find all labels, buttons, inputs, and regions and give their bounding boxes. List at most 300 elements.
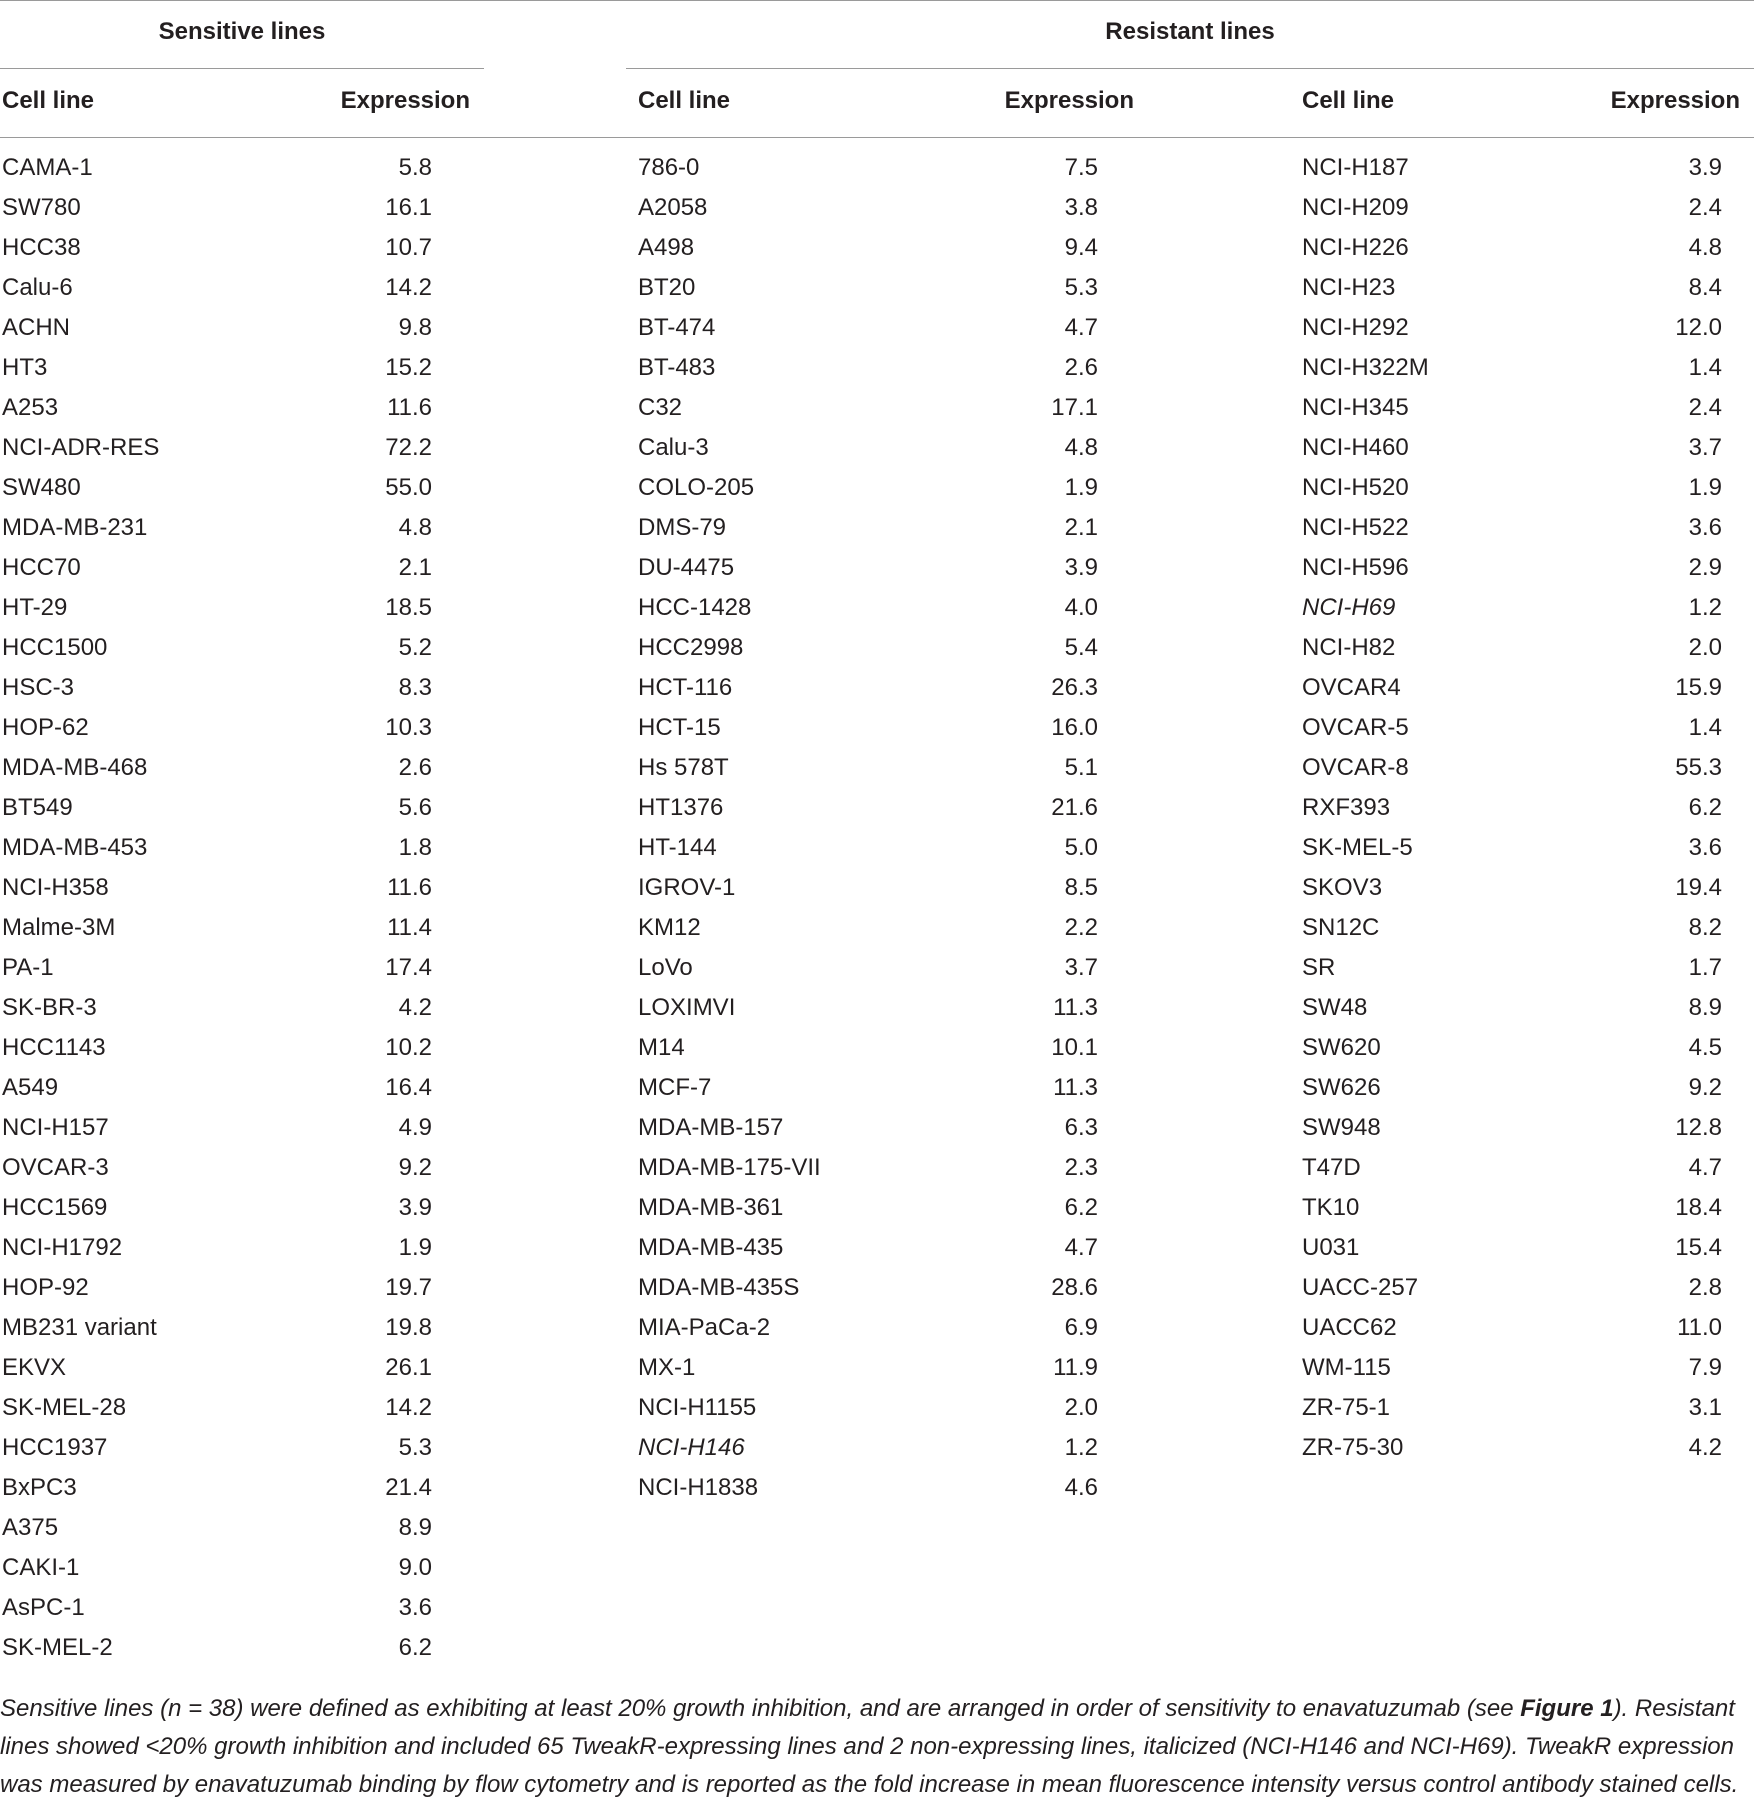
cell-line-name: UACC62 [1302,1314,1397,1341]
cell-line-name: NCI-H345 [1302,394,1409,421]
cell-line-name: LoVo [638,954,693,981]
expression-value: 12.0 [1675,314,1722,341]
cell-line-name: MDA-MB-435 [638,1234,784,1261]
table-row [1302,868,1722,908]
expression-value: 2.9 [1688,554,1722,581]
table-footnote [0,1690,1754,1804]
table-row [2,188,432,228]
cell-line-name: NCI-H1155 [638,1394,757,1421]
cell-line-name: KM12 [638,914,701,941]
table-row [638,1188,1098,1228]
expression-value: 11.4 [387,914,432,941]
cell-line-name: NCI-H226 [1302,234,1409,261]
cell-line-name: MCF-7 [638,1074,712,1101]
expression-value: 10.1 [1051,1034,1098,1061]
table-row [2,708,432,748]
footnote-line-1-part-a: Sensitive lines (n = 38) were defined as exhibiting at least 20% growth inhibition, and are arranged in order of sensitivity to enavatuzumab (see [0,1695,1521,1722]
table-row [638,228,1098,268]
table-row [2,468,432,508]
cell-line-name: HCC2998 [638,634,744,661]
footnote-line-1 [0,1690,1754,1728]
table-row [638,908,1098,948]
table-row [638,428,1098,468]
table-row [2,428,432,468]
cell-line-name: A2058 [638,194,708,221]
table-row [1302,1388,1722,1428]
cell-line-name: LOXIMVI [638,994,736,1021]
table-row [2,308,432,348]
cell-line-name: BT20 [638,274,696,301]
expression-value: 2.0 [1688,634,1722,661]
expression-value: 55.3 [1675,754,1722,781]
cell-line-name: DMS-79 [638,514,727,541]
cell-line-name: SK-MEL-5 [1302,834,1413,861]
cell-line-name: UACC-257 [1302,1274,1419,1301]
cell-line-name: TK10 [1302,1194,1360,1221]
cell-line-name: SK-BR-3 [2,994,97,1021]
expression-value: 4.0 [1064,594,1098,621]
cell-line-name: NCI-H1838 [638,1474,759,1501]
table-row [2,668,432,708]
expression-value: 4.7 [1688,1154,1722,1181]
table-row [2,1388,432,1428]
expression-value: 5.8 [398,154,432,181]
cell-line-name: OVCAR-5 [1302,714,1409,741]
expression-value: 2.1 [1064,514,1098,541]
table-row [638,1028,1098,1068]
cell-line-name: C32 [638,394,683,421]
cell-line-name: AsPC-1 [2,1594,85,1621]
cell-line-name: NCI-H460 [1302,434,1409,461]
table-row [2,788,432,828]
expression-value: 4.2 [1688,1434,1722,1461]
expression-value: 5.6 [398,794,432,821]
table-row [2,1108,432,1148]
expression-value: 15.2 [385,354,432,381]
cell-line-name: MDA-MB-157 [638,1114,784,1141]
cell-line-name: NCI-H157 [2,1114,109,1141]
table-row [2,988,432,1028]
table-row [2,1468,432,1508]
cell-line-name: SK-MEL-2 [2,1634,113,1661]
cell-line-name: MDA-MB-468 [2,754,148,781]
table-row [2,1268,432,1308]
cell-line-name: MDA-MB-453 [2,834,148,861]
cell-line-name: SW480 [2,474,81,501]
cell-line-name: Malme-3M [2,914,116,941]
expression-value: 3.9 [398,1194,432,1221]
expression-value: 26.3 [1051,674,1098,701]
header-rule [0,137,1754,138]
cell-line-name: MDA-MB-231 [2,514,148,541]
expression-value: 8.9 [1688,994,1722,1021]
cell-line-name: MB231 variant [2,1314,157,1341]
sensitive-group-title: Sensitive lines [158,18,326,45]
cell-line-name: U031 [1302,1234,1360,1261]
cell-line-name: SW948 [1302,1114,1381,1141]
table-row [638,868,1098,908]
expression-value: 8.3 [398,674,432,701]
expression-value: 5.4 [1064,634,1098,661]
expression-value: 10.7 [385,234,432,261]
expression-value: 3.9 [1064,554,1098,581]
table-row [2,828,432,868]
resistant-b-expression-header: Expression [1610,87,1740,114]
table-row [1302,548,1722,588]
cell-line-name: BT-474 [638,314,716,341]
cell-line-name: HCC70 [2,554,81,581]
table-row [2,908,432,948]
cell-line-name: NCI-H209 [1302,194,1409,221]
expression-value: 8.5 [1064,874,1098,901]
table-row [2,228,432,268]
expression-value: 1.8 [398,834,432,861]
cell-line-name: NCI-H23 [1302,274,1396,301]
cell-line-name: HSC-3 [2,674,75,701]
table-row [1302,708,1722,748]
table-row [638,508,1098,548]
expression-value: 1.7 [1688,954,1722,981]
table-row [2,1188,432,1228]
table-row [1302,948,1722,988]
cell-line-name: OVCAR4 [1302,674,1401,701]
cell-line-name: IGROV-1 [638,874,736,901]
expression-value: 17.4 [385,954,432,981]
table-row [2,1588,432,1628]
expression-value: 7.9 [1688,1354,1722,1381]
resistant-group-rule [626,68,1754,69]
expression-value: 11.0 [1677,1314,1722,1341]
cell-line-name: Hs 578T [638,754,729,781]
table-row [2,388,432,428]
table-row [1302,788,1722,828]
expression-value: 3.7 [1064,954,1098,981]
expression-value: 5.0 [1064,834,1098,861]
resistant-a-expression-header: Expression [1004,87,1134,114]
cell-line-name: HCC1500 [2,634,108,661]
table-row [638,708,1098,748]
table-row [1302,1308,1722,1348]
table-row [638,788,1098,828]
table-row [638,1428,1098,1468]
expression-value: 3.9 [1688,154,1722,181]
table-row [2,1508,432,1548]
resistant-a-cell-line-header: Cell line [638,87,731,114]
expression-value: 16.1 [385,194,432,221]
expression-value: 55.0 [385,474,432,501]
expression-value: 14.2 [385,274,432,301]
expression-value: 4.9 [398,1114,432,1141]
expression-value: 1.4 [1688,354,1722,381]
table-row [638,668,1098,708]
cell-line-name: BxPC3 [2,1474,77,1501]
cell-line-name: A253 [2,394,59,421]
table-row [1302,468,1722,508]
table-row [1302,1028,1722,1068]
sensitive-expression-header: Expression [340,87,470,114]
cell-line-name: M14 [638,1034,685,1061]
expression-value: 2.3 [1064,1154,1098,1181]
cell-line-name: HT-144 [638,834,717,861]
cell-line-name: HT1376 [638,794,724,821]
cell-line-name: A498 [638,234,695,261]
cell-line-name: ZR-75-30 [1302,1434,1404,1461]
table-row [638,588,1098,628]
table-row [1302,508,1722,548]
table-row [2,1548,432,1588]
cell-line-name: HCC38 [2,234,81,261]
table-row [2,1348,432,1388]
cell-line-name: HCT-116 [638,674,733,701]
expression-value: 3.6 [1688,834,1722,861]
cell-line-name: DU-4475 [638,554,735,581]
table-row [2,588,432,628]
expression-value: 4.6 [1064,1474,1098,1501]
expression-value: 3.8 [1064,194,1098,221]
table-row [2,1428,432,1468]
expression-value: 6.2 [1064,1194,1098,1221]
cell-line-name: MIA-PaCa-2 [638,1314,771,1341]
expression-value: 1.9 [1064,474,1098,501]
expression-value: 19.8 [385,1314,432,1341]
expression-value: 4.5 [1688,1034,1722,1061]
cell-line-name: NCI-ADR-RES [2,434,160,461]
expression-value: 3.6 [1688,514,1722,541]
expression-value: 21.4 [385,1474,432,1501]
cell-line-name: MDA-MB-175-VII [638,1154,821,1181]
table-row [1302,428,1722,468]
expression-value: 17.1 [1051,394,1098,421]
table-row [1302,148,1722,188]
cell-line-name: BT-483 [638,354,716,381]
expression-value: 3.1 [1688,1394,1722,1421]
expression-value: 1.9 [1688,474,1722,501]
cell-line-name: 786-0 [638,154,700,181]
expression-value: 1.2 [1688,594,1722,621]
expression-value: 8.2 [1688,914,1722,941]
expression-value: 15.4 [1675,1234,1722,1261]
cell-line-name: BT549 [2,794,73,821]
cell-line-name: SW48 [1302,994,1368,1021]
table-row [2,868,432,908]
cell-line-name: CAMA-1 [2,154,93,181]
expression-value: 9.2 [1688,1074,1722,1101]
cell-line-name: NCI-H146 [638,1434,745,1461]
cell-line-name: NCI-H358 [2,874,109,901]
table-row [638,388,1098,428]
expression-value: 14.2 [385,1394,432,1421]
table-row [638,988,1098,1028]
cell-line-name: RXF393 [1302,794,1391,821]
expression-value: 4.7 [1064,1234,1098,1261]
cell-line-name: HCT-15 [638,714,721,741]
cell-line-name: Calu-3 [638,434,709,461]
table-row [2,948,432,988]
cell-line-name: OVCAR-3 [2,1154,109,1181]
table-row [2,1148,432,1188]
table-row [1302,348,1722,388]
table-row [1302,588,1722,628]
cell-line-name: MDA-MB-435S [638,1274,800,1301]
cell-line-name: HCC1143 [2,1034,106,1061]
expression-value: 2.0 [1064,1394,1098,1421]
cell-line-name: SW626 [1302,1074,1381,1101]
cell-line-name: HCC-1428 [638,594,752,621]
table-row [1302,1148,1722,1188]
cell-line-name: Calu-6 [2,274,73,301]
table-row [1302,188,1722,228]
table-row [2,1028,432,1068]
cell-line-name: NCI-H1792 [2,1234,123,1261]
expression-value: 9.2 [398,1154,432,1181]
table-row [1302,668,1722,708]
table-row [2,148,432,188]
table-row [638,1228,1098,1268]
cell-line-name: T47D [1302,1154,1361,1181]
expression-value: 2.8 [1688,1274,1722,1301]
table-row [2,268,432,308]
expression-value: 18.4 [1675,1194,1722,1221]
table-row [1302,988,1722,1028]
table-row [638,748,1098,788]
sensitive-group-rule [0,68,484,69]
table-row [638,148,1098,188]
table-row [1302,268,1722,308]
expression-value: 12.8 [1675,1114,1722,1141]
cell-line-name: ACHN [2,314,71,341]
table-row [1302,628,1722,668]
table-row [1302,1348,1722,1388]
table-row [1302,1228,1722,1268]
expression-value: 5.2 [398,634,432,661]
expression-value: 3.7 [1688,434,1722,461]
table-row [638,628,1098,668]
expression-value: 3.6 [398,1594,432,1621]
table-row [1302,748,1722,788]
expression-value: 11.3 [1053,994,1098,1021]
sensitive-cell-line-header: Cell line [2,87,95,114]
cell-line-name: NCI-H322M [1302,354,1429,381]
cell-line-name: HCC1569 [2,1194,108,1221]
expression-value: 15.9 [1675,674,1722,701]
expression-value: 11.6 [387,874,432,901]
expression-value: 2.1 [398,554,432,581]
table-row [638,308,1098,348]
resistant-b-cell-line-header: Cell line [1302,87,1395,114]
top-rule [0,0,1754,1]
expression-value: 8.4 [1688,274,1722,301]
expression-value: 16.4 [385,1074,432,1101]
table-row [638,468,1098,508]
table-row [638,828,1098,868]
expression-value: 18.5 [385,594,432,621]
cell-line-name: NCI-H69 [1302,594,1396,621]
cell-line-name: NCI-H187 [1302,154,1409,181]
sensitive-lines-list [2,148,432,1668]
expression-value: 4.8 [1064,434,1098,461]
cell-line-name: A375 [2,1514,59,1541]
expression-value: 4.8 [398,514,432,541]
expression-value: 5.1 [1064,754,1098,781]
footnote-line-3: was measured by enavatuzumab binding by flow cytometry and is reported as the fold increase in mean fluorescence intensity versus control antibody stained cells. [0,1771,1739,1798]
footnote-line-1-part-b: ). Resistant [1613,1695,1735,1722]
cell-line-name: SK-MEL-28 [2,1394,127,1421]
expression-value: 19.4 [1675,874,1722,901]
table-row [638,188,1098,228]
cell-line-name: SW620 [1302,1034,1381,1061]
cell-line-name: NCI-H596 [1302,554,1409,581]
cell-line-name: A549 [2,1074,59,1101]
expression-value: 4.2 [398,994,432,1021]
cell-line-name: PA-1 [2,954,54,981]
expression-value: 10.3 [385,714,432,741]
expression-value: 21.6 [1051,794,1098,821]
expression-value: 1.4 [1688,714,1722,741]
table-row [638,1148,1098,1188]
expression-value: 4.7 [1064,314,1098,341]
resistant-lines-list-b [1302,148,1722,1468]
footnote-line-2: lines showed <20% growth inhibition and included 65 TweakR-expressing lines and 2 non-expressing lines, italicized (NCI-H146 and NCI-H69). TweakR expression [0,1733,1734,1760]
table-row [638,1068,1098,1108]
table-row [638,268,1098,308]
cell-line-name: MDA-MB-361 [638,1194,784,1221]
cell-line-name: NCI-H520 [1302,474,1409,501]
table-row [638,1268,1098,1308]
cell-line-name: NCI-H82 [1302,634,1396,661]
resistant-lines-list-a [638,148,1098,1508]
table-row [1302,1268,1722,1308]
cell-line-name: MX-1 [638,1354,696,1381]
table-row [2,748,432,788]
expression-value: 19.7 [385,1274,432,1301]
expression-value: 1.9 [398,1234,432,1261]
expression-value: 5.3 [1064,274,1098,301]
resistant-group-title: Resistant lines [1105,18,1275,45]
expression-value: 11.6 [387,394,432,421]
expression-value: 26.1 [385,1354,432,1381]
cell-line-name: COLO-205 [638,474,755,501]
cell-line-name: OVCAR-8 [1302,754,1409,781]
table-row [638,348,1098,388]
table-row [2,1068,432,1108]
expression-value: 4.8 [1688,234,1722,261]
cell-line-name: NCI-H522 [1302,514,1409,541]
table-row [638,948,1098,988]
table-row [638,548,1098,588]
table-row [1302,388,1722,428]
cell-line-name: HCC1937 [2,1434,108,1461]
expression-value: 11.9 [1053,1354,1098,1381]
table-row [1302,828,1722,868]
cell-line-name: WM-115 [1302,1354,1391,1381]
expression-value: 28.6 [1051,1274,1098,1301]
table-row [638,1308,1098,1348]
expression-value: 11.3 [1053,1074,1098,1101]
cell-line-name: EKVX [2,1354,67,1381]
table-row [1302,1428,1722,1468]
table-row [638,1468,1098,1508]
cell-line-name: SN12C [1302,914,1380,941]
cell-line-name: NCI-H292 [1302,314,1409,341]
table-row [1302,308,1722,348]
table-row [638,1388,1098,1428]
expression-value: 2.6 [1064,354,1098,381]
cell-line-name: HOP-62 [2,714,89,741]
expression-value: 72.2 [385,434,432,461]
expression-value: 6.9 [1064,1314,1098,1341]
cell-line-name: SR [1302,954,1336,981]
table-row [2,548,432,588]
